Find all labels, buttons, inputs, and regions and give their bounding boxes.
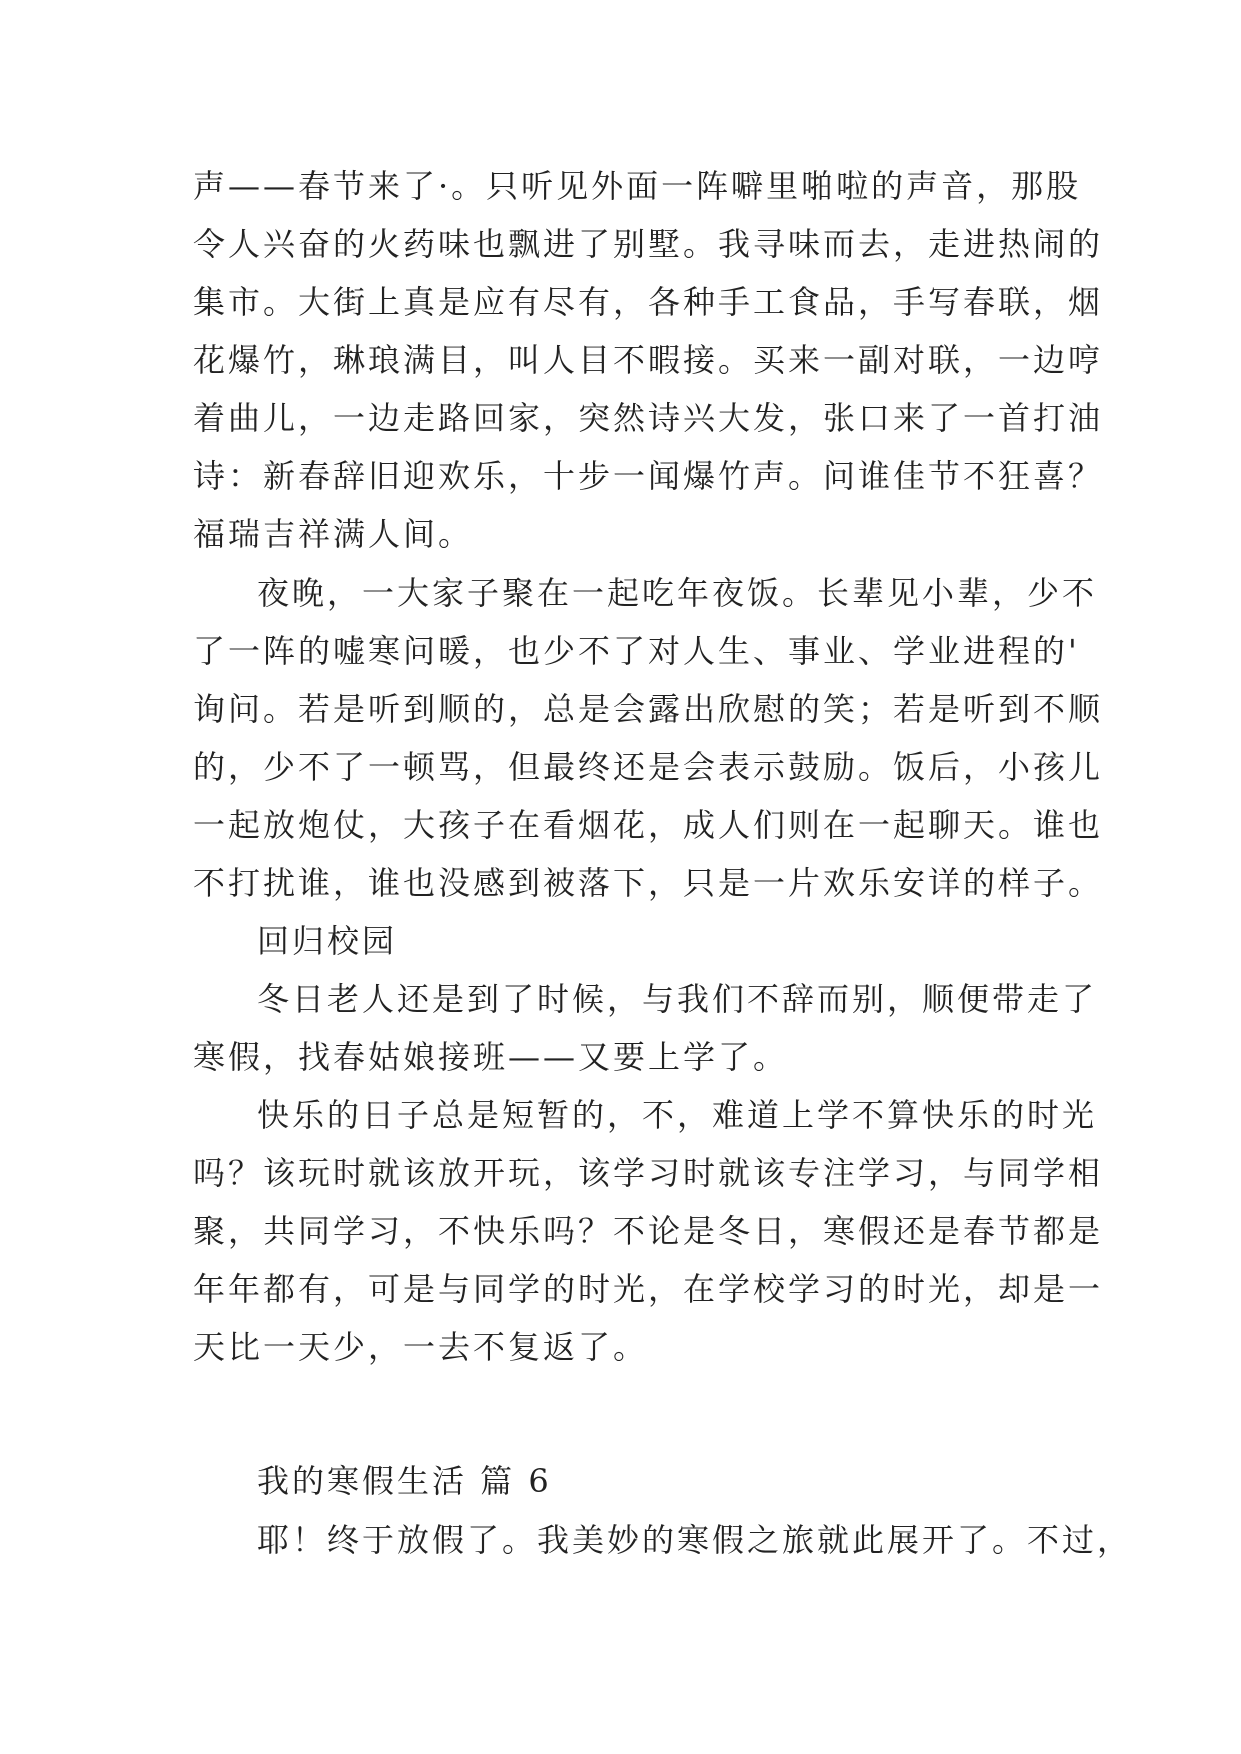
text-line: 诗：新春辞旧迎欢乐，十步一闻爆竹声。问谁佳节不狂喜？ (193, 457, 1104, 495)
text-line: 集市。大街上真是应有尽有，各种手工食品，手写春联，烟 (193, 283, 1104, 321)
paragraph-first-line: 耶！终于放假了。我美妙的寒假之旅就此展开了。不过， (257, 1521, 1133, 1559)
text-line: 不打扰谁，谁也没感到被落下，只是一片欢乐安详的样子。 (193, 864, 1104, 902)
section-heading: 回归校园 (257, 922, 398, 960)
text-line: 询问。若是听到顺的，总是会露出欣慰的笑；若是听到不顺 (193, 690, 1104, 728)
paragraph-first-line: 冬日老人还是到了时候，与我们不辞而别，顺便带走了 (257, 980, 1098, 1018)
text-line: 花爆竹，琳琅满目，叫人目不暇接。买来一副对联，一边哼 (193, 341, 1104, 379)
paragraph-first-line: 夜晚，一大家子聚在一起吃年夜饭。长辈见小辈，少不 (257, 574, 1098, 612)
text-line: 的，少不了一顿骂，但最终还是会表示鼓励。饭后，小孩儿 (193, 748, 1104, 786)
text-line: 令人兴奋的火药味也飘进了别墅。我寻味而去，走进热闹的 (193, 225, 1104, 263)
text-line: 声——春节来了·。只听见外面一阵噼里啪啦的声音，那股 (193, 167, 1082, 205)
text-line: 聚，共同学习，不快乐吗？不论是冬日，寒假还是春节都是 (193, 1212, 1104, 1250)
text-line: 寒假，找春姑娘接班——又要上学了。 (193, 1038, 789, 1076)
article-heading: 我的寒假生活 篇 6 (257, 1462, 552, 1500)
text-line: 福瑞吉祥满人间。 (193, 515, 474, 553)
text-line: 一起放炮仗，大孩子在看烟花，成人们则在一起聊天。谁也 (193, 806, 1104, 844)
text-line: 天比一天少，一去不复返了。 (193, 1328, 649, 1366)
text-line: 年年都有，可是与同学的时光，在学校学习的时光，却是一 (193, 1270, 1104, 1308)
text-line: 吗？该玩时就该放开玩，该学习时就该专注学习，与同学相 (193, 1154, 1104, 1192)
text-line: 着曲儿，一边走路回家，突然诗兴大发，张口来了一首打油 (193, 399, 1104, 437)
paragraph-first-line: 快乐的日子总是短暂的，不，难道上学不算快乐的时光 (257, 1096, 1098, 1134)
text-line: 了一阵的嘘寒问暖，也少不了对人生、事业、学业进程的' (193, 632, 1080, 670)
